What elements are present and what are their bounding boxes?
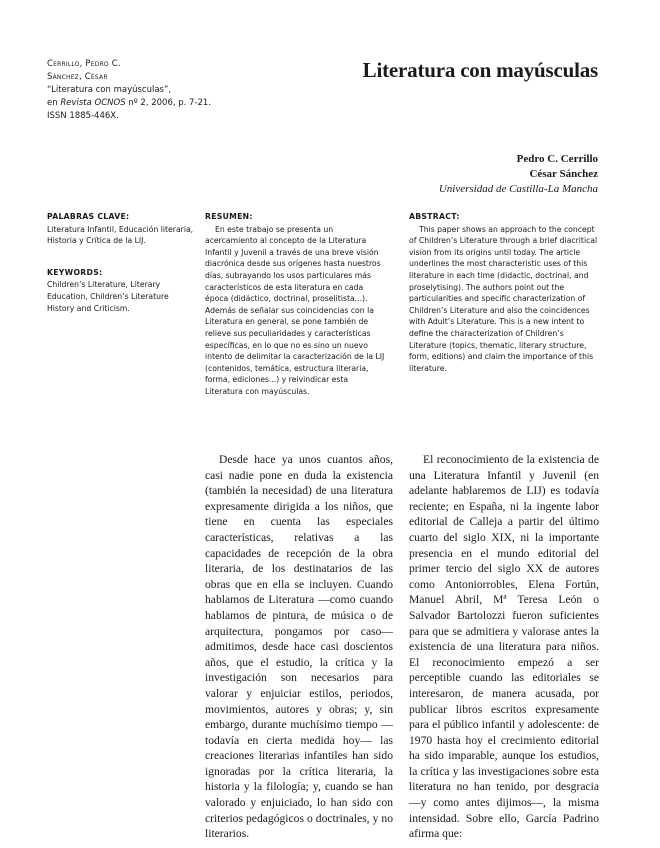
resumen-text: En este trabajo se presenta un acercamiento al concepto de la Literatura Infantil y Juvenil a través de una breve visión diacrónica desde sus orígenes hasta nuestros días, subrayando los usos particulares más característicos de esta literatura en cada época (didáctico, doctrinal, proselitista...). Además de señalar sus coincidencias con la Literatura en general, se pone también de relieve sus peculiaridades y características específicas, en lo que no es sino un nuevo intento de delimitar la caracterización de la LIJ (contenidos, temática, estructura literaria, forma, ediciones...) y reivindicar esta Literatura con mayúsculas. [205,224,385,396]
body-paragraph-right: El reconocimiento de la existencia de una Literatura Infantil y Juvenil (en adelante hablaremos de LIJ) es todavía reciente; en España, ni la ingente labor editorial de Calleja a partir del último cuarto del siglo XIX, ni la importante presencia en el mundo editorial del primer tercio del siglo XX de autores como Antoniorrobles, Elena Fortún, Manuel Abril, Mª Teresa León o Salvador Bartolozzi fueron suficientes para que se admitiera y valorase antes la existencia de una literatura para niños. El reconocimiento empezó a ser perceptible cuando las editoriales se interesaron, de manera acusada, por publicar libros escritos expresamente para el público infantil y adolescente: de 1970 hasta hoy el crecimiento editorial ha sido imparable, aunque los estudios, la crítica y las investigaciones sobre esta literatura no han tenido, por desgracia —y como antes dijimos—, la misma intensidad. Sobre ello, García Padrino afirma que: [409,453,599,841]
keywords-es-block [47,211,195,247]
body-column-left [205,452,393,842]
keywords-en-block [47,267,195,314]
citation-author-2: Sánchez, César [47,72,108,82]
body-column-right [409,452,599,842]
author-block [439,152,598,197]
resumen-heading: RESUMEN: [205,212,253,221]
resumen-column [205,211,385,398]
body-paragraph-left: Desde hace ya unos cuantos años, casi nadie pone en duda la existencia (también la necesidad) de una literatura expresamente dirigida a los niños, que tiene en cuenta las especiales características, relativas a las capacidades de recepción de la obra literaria, de los destinatarios de las obras que en ella se incluyen. Cuando hablamos de Literatura —como cuando hablamos de pintura, de música o de arquitectura, pongamos por caso— admitimos, desde hace casi doscientos años, que el estudio, la crítica y la investigación son necesarios para valorar y enjuiciar estilos, periodos, movimientos, autores y obras; y, sin embargo, durante muchísimo tiempo —todavía en cierta medida hoy— las creaciones literarias infantiles han sido ignoradas por la crítica literaria, la historia y la filología; y, cuando se han valorado y enjuiciado, lo han sido con criterios pedagógicos o doctrinales, y no literarios. [205,453,393,841]
keywords-column [47,211,195,326]
author-name-2: César Sánchez [529,168,598,180]
keywords-en-text: Children’s Literature, Literary Education, Children’s Literature History and Criticism. [47,280,169,313]
abstract-column [409,211,599,374]
keywords-en-heading: KEYWORDS: [47,267,103,277]
author-affiliation: Universidad de Castilla-La Mancha [438,183,598,195]
citation-issn: ISSN 1885-446X. [47,111,119,121]
citation-journal: Revista OCNOS [60,98,126,108]
keywords-es-text: Literatura Infantil, Educación literaria, Historia y Crítica de la LIJ. [47,224,194,246]
author-name-1: Pedro C. Cerrillo [516,153,598,165]
article-title: Literatura con mayúsculas [362,58,598,82]
citation-block [47,58,217,123]
abstract-text: This paper shows an approach to the concept of Children’s Literature through a brief diacritical vision from its origins until today. The article underlines the most characteristic uses of this literature in each time (didactic, doctrinal, and proselytising). The authors point out the particularities and specific characterization of Children’s Literature and also the coincidences with Adult’s Literature. This is a new intent to define the characterization of Children’s Literature (topics, thematic, literary structure, form, editions) and claim the importance of this literature. [409,224,598,373]
citation-article-title: “Literatura con mayúsculas”, [47,85,172,95]
abstract-heading: ABSTRACT: [409,212,460,221]
keywords-es-heading: PALABRAS CLAVE: [47,212,130,221]
citation-author-1: Cerrillo, Pedro C. [47,59,121,69]
citation-source: en Revista OCNOS nº 2, 2006, p. 7-21. [47,98,212,108]
